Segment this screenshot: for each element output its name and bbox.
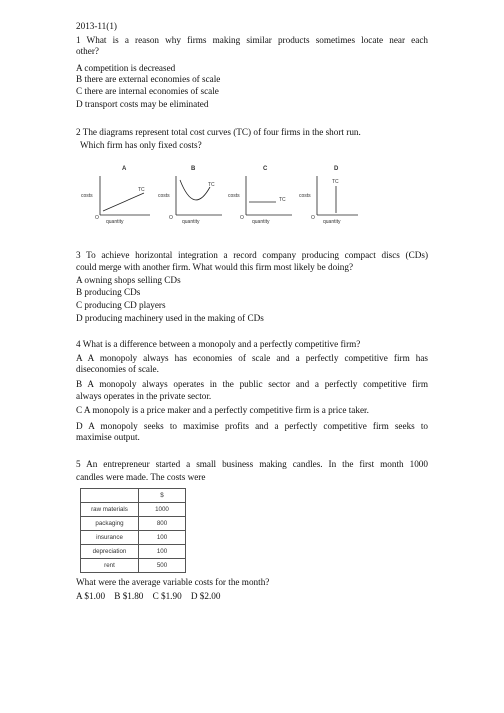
q5-stem-line1: 5 An entrepreneur started a small business making candles. In the first month 1000	[76, 459, 428, 469]
q4-option-b-line2: always operates in the private sector.	[76, 391, 212, 401]
q4-option-c: C A monopoly is a price maker and a perfectly competitive firm is a price taker.	[76, 405, 369, 415]
diagram-b-tc-curve	[180, 180, 210, 200]
diagram-c-xlabel: quantity	[252, 219, 270, 225]
diagram-a-ylabel: costs	[81, 193, 93, 199]
diagram-c-ylabel: costs	[228, 193, 240, 199]
q4-option-b-line1: B A monopoly always operates in the public sector and a perfectly competitive firm	[76, 379, 428, 389]
diagram-a-xlabel: quantity	[106, 219, 124, 225]
cost-value: 800	[139, 517, 186, 531]
diagram-b-xlabel: quantity	[182, 219, 200, 225]
cost-value: 500	[139, 559, 186, 573]
table-row	[81, 559, 186, 573]
q3-option-a: A owning shops selling CDs	[76, 275, 181, 285]
table-header-row	[81, 489, 186, 503]
q5-stem-line2: candles were made. The costs were	[76, 472, 206, 482]
table-row	[81, 503, 186, 517]
table-row	[81, 531, 186, 545]
cost-value: 100	[139, 545, 186, 559]
cost-item: packaging	[81, 517, 139, 531]
q1-option-a: A competition is decreased	[76, 63, 176, 73]
diagram-b-label: B	[191, 166, 196, 172]
diagram-b	[158, 166, 222, 225]
diagram-a-origin: O	[95, 215, 99, 221]
q5-answers: A $1.00 B $1.80 C $1.90 D $2.00	[76, 591, 221, 601]
table-row	[81, 545, 186, 559]
q1-stem-line1: 1 What is a reason why firms making similar products sometimes locate near each	[76, 35, 428, 45]
costs-table	[80, 488, 186, 573]
q5-question: What were the average variable costs for the month?	[76, 577, 270, 587]
q1-option-b: B there are external economies of scale	[76, 74, 221, 84]
q4-option-a-line2: diseconomies of scale.	[76, 364, 159, 374]
cost-value: 1000	[139, 503, 186, 517]
diagram-d-origin: O	[311, 215, 315, 221]
table-header-blank	[81, 489, 139, 503]
q4-option-d-line2: maximise output.	[76, 432, 140, 442]
tc-diagrams	[78, 162, 358, 230]
cost-item: rent	[81, 559, 139, 573]
diagram-d-xlabel: quantity	[323, 219, 341, 225]
q3-option-d: D producing machinery used in the making of CDs	[76, 313, 264, 323]
diagram-a	[81, 166, 150, 225]
diagram-a-tc-label: TC	[138, 187, 145, 193]
cost-item: depreciation	[81, 545, 139, 559]
q4-option-a-line1: A A monopoly always has economies of scale and a perfectly competitive firm has	[76, 353, 428, 363]
diagram-b-ylabel: costs	[158, 193, 170, 199]
q3-option-b: B producing CDs	[76, 287, 141, 297]
diagram-d	[299, 166, 358, 225]
q1-option-d: D transport costs may be eliminated	[76, 99, 209, 109]
cost-value: 100	[139, 531, 186, 545]
q3-option-c: C producing CD players	[76, 300, 166, 310]
q1-option-c: C there are internal economies of scale	[76, 86, 219, 96]
paper-code: 2013-11(1)	[76, 21, 117, 31]
diagram-c-tc-label: TC	[279, 197, 286, 203]
q2-stem-line1: 2 The diagrams represent total cost curves (TC) of four firms in the short run.	[76, 127, 361, 137]
q1-stem-line2: other?	[76, 46, 99, 56]
diagram-c-label: C	[263, 166, 268, 172]
diagram-d-label: D	[334, 166, 339, 172]
diagram-c	[228, 166, 292, 225]
diagram-a-tc-curve	[103, 193, 144, 211]
cost-item: insurance	[81, 531, 139, 545]
diagram-a-label: A	[122, 166, 127, 172]
q4-stem: 4 What is a difference between a monopoly and a perfectly competitive firm?	[76, 339, 361, 349]
table-header-currency: $	[139, 489, 186, 503]
diagram-c-origin: O	[240, 215, 244, 221]
cost-item: raw materials	[81, 503, 139, 517]
diagram-d-ylabel: costs	[299, 193, 311, 199]
q3-stem-line1: 3 To achieve horizontal integration a record company producing compact discs (CDs)	[76, 250, 428, 260]
diagram-b-tc-label: TC	[208, 182, 215, 188]
q2-stem-line2: Which firm has only fixed costs?	[80, 140, 202, 150]
diagram-b-origin: O	[169, 215, 173, 221]
q4-option-d-line1: D A monopoly seeks to maximise profits and a perfectly competitive firm seeks to	[76, 421, 428, 431]
diagram-d-tc-label: TC	[332, 179, 339, 185]
q3-stem-line2: could merge with another firm. What would this firm most likely be doing?	[76, 262, 354, 272]
table-row	[81, 517, 186, 531]
